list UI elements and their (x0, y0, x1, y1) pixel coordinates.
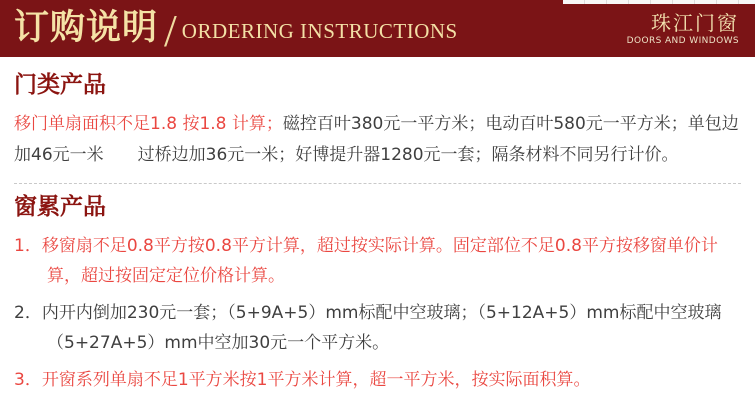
window-rule-2: 2．内开内倒加230元一套；（5+9A+5）mm标配中空玻璃；（5+12A+5）mm标配中空玻璃（5+27A+5）mm中空加30元一个平方米。 (14, 302, 722, 353)
header-banner (0, 0, 755, 57)
door-pricing-rule-dark: 磁控百叶380元一平方米；电动百叶580元一平方米；单包边加46元一米 过桥边加36元一米；好博提升器1280元一套；隔条材料不同另行计价。 (14, 113, 739, 165)
window-rule-3: 3．开窗系列单扇不足1平方米按1平方米计算，超一平方米，按实际面积算。 (14, 369, 591, 390)
brand-logo (627, 12, 739, 46)
content-area (0, 57, 755, 400)
top-edge-ruler-artifact (563, 0, 755, 4)
title-separator: / (164, 4, 177, 56)
door-products-heading: 门类产品 (14, 72, 106, 98)
section-divider (14, 183, 741, 184)
window-rule-1: 1．移窗扇不足0.8平方按0.8平方计算，超过按实际计算。固定部位不足0.8平方按移窗单价计算，超过按固定定位价格计算。 (14, 235, 718, 286)
banner-title-group (14, 4, 458, 56)
page-title: 订购说明 (14, 7, 159, 48)
window-products-heading: 窗累产品 (14, 193, 106, 220)
door-products-paragraph (14, 109, 741, 171)
door-pricing-rule-red: 移门单扇面积不足1.8 按1.8 计算； (14, 113, 283, 134)
section-window-products (14, 193, 741, 395)
page-title-english: ORDERING INSTRUCTIONS (181, 18, 458, 43)
brand-tagline: DOORS AND WINDOWS (626, 35, 739, 46)
section-door-products (14, 71, 741, 171)
brand-name: 珠江门窗 (651, 10, 739, 35)
